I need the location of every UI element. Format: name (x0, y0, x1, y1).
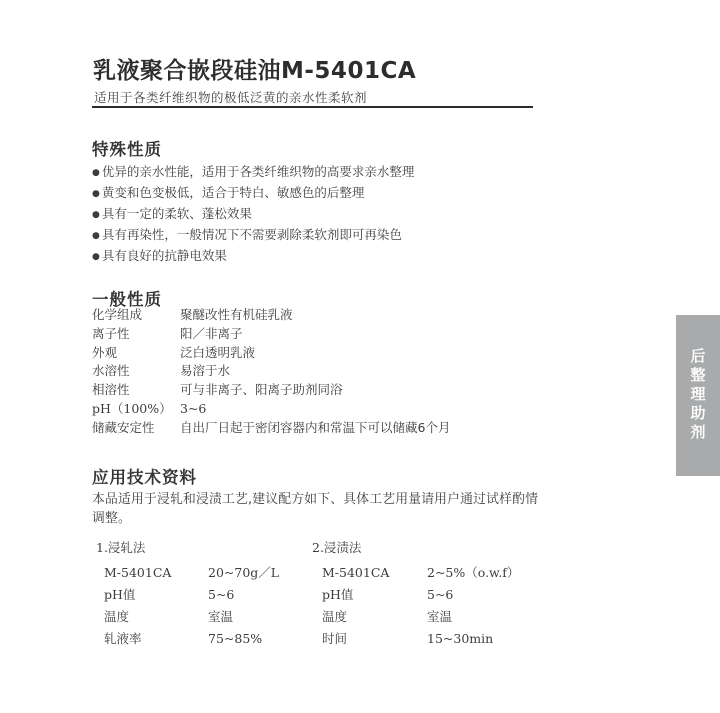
table-row (92, 344, 450, 363)
recipe-label: M-5401CA (322, 565, 390, 580)
general-properties-table (92, 306, 450, 438)
bullet-icon: ● (92, 168, 100, 178)
bullet-icon: ● (92, 231, 100, 241)
title-divider (92, 106, 533, 108)
section-heading-application: 应用技术资料 (92, 468, 197, 487)
list-item (92, 161, 414, 182)
property-value: 聚醚改性有机硅乳液 (180, 307, 293, 322)
property-value: 3~6 (180, 400, 207, 416)
property-label: 水溶性 (92, 363, 130, 379)
recipe-label: 时间 (322, 631, 348, 646)
recipe-label: 轧液率 (104, 631, 142, 646)
list-item-text: 具有良好的抗静电效果 (101, 248, 227, 263)
bullet-icon: ● (92, 252, 100, 262)
special-properties-list (92, 161, 414, 266)
method-title: 1.浸轧法 (96, 540, 146, 555)
recipe-value: 15~30min (427, 631, 494, 646)
recipe-label: 温度 (104, 609, 130, 624)
list-item-text: 优异的亲水性能，适用于各类纤维织物的高要求亲水整理 (101, 164, 415, 179)
list-item-text: 具有一定的柔软、蓬松效果 (101, 206, 252, 221)
table-row (96, 628, 308, 650)
property-label: 外观 (92, 344, 118, 360)
property-label: pH（100%） (92, 400, 172, 416)
recipe-label: M-5401CA (104, 565, 172, 580)
page-title: 乳液聚合嵌段硅油M-5401CA (93, 58, 417, 84)
table-row (92, 306, 450, 325)
table-row (92, 325, 450, 344)
recipe-label: 温度 (322, 609, 348, 624)
recipe-value: 75~85% (208, 631, 263, 646)
table-row (96, 606, 308, 628)
property-label: 化学组成 (92, 307, 143, 322)
list-item (92, 182, 414, 203)
property-value: 易溶于水 (180, 363, 231, 379)
table-row (92, 400, 450, 419)
property-label: 储藏安定性 (92, 419, 155, 435)
list-item-text: 黄变和色变极低，适合于特白、敏感色的后整理 (101, 185, 365, 200)
property-label: 离子性 (92, 325, 130, 341)
method-title: 2.浸渍法 (312, 540, 362, 555)
recipe-value: 2~5%（o.w.f） (427, 565, 520, 580)
list-item (92, 203, 414, 224)
table-row (96, 584, 308, 606)
table-row (92, 419, 450, 438)
table-row (312, 562, 552, 584)
property-label: 相溶性 (92, 382, 130, 398)
table-row (92, 381, 450, 400)
category-side-tab-label: 后整理助剂 (688, 348, 707, 443)
method-rows (96, 562, 308, 650)
property-value: 阳／非离子 (180, 325, 243, 341)
table-row (92, 362, 450, 381)
table-row (312, 606, 552, 628)
section-heading-special-properties: 特殊性质 (92, 140, 162, 159)
application-intro-paragraph: 本品适用于浸轧和浸渍工艺,建议配方如下、具体工艺用量请用户通过试样酌情调整。 (92, 492, 539, 526)
recipe-label: pH值 (104, 587, 136, 602)
list-item (92, 245, 414, 266)
recipe-value: 室温 (208, 609, 234, 624)
list-item-text: 具有再染性，一般情况下不需要剥除柔软剂即可再染色 (101, 227, 402, 242)
property-value: 泛白透明乳液 (180, 344, 256, 360)
page-subtitle: 适用于各类纤维织物的极低泛黄的亲水性柔软剂 (94, 90, 368, 105)
recipe-value: 室温 (427, 609, 453, 624)
table-row (96, 562, 308, 584)
property-value: 可与非离子、阳离子助剂同浴 (180, 382, 343, 398)
recipe-value: 5~6 (427, 587, 454, 602)
table-row (312, 584, 552, 606)
section-heading-general-properties: 一般性质 (92, 290, 162, 309)
method-dipping-process (312, 538, 552, 650)
bullet-icon: ● (92, 189, 100, 199)
bullet-icon: ● (92, 210, 100, 220)
property-value: 自出厂日起于密闭容器内和常温下可以储藏6个月 (180, 419, 451, 435)
table-row (312, 628, 552, 650)
recipe-label: pH值 (322, 587, 354, 602)
recipe-value: 20~70g／L (208, 565, 280, 580)
method-rows (312, 562, 552, 650)
list-item (92, 224, 414, 245)
recipe-value: 5~6 (208, 587, 235, 602)
category-side-tab (676, 315, 720, 476)
method-padding-process (96, 538, 308, 650)
